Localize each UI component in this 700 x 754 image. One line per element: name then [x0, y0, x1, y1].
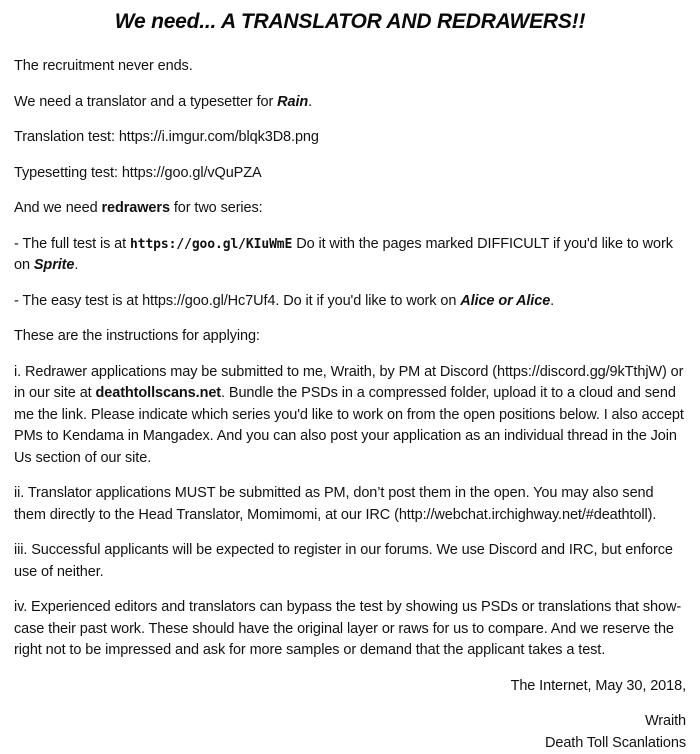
need-line-prefix: We need a translator and a typesetter for [14, 94, 277, 110]
instruction-i-site: deathtollscans.net [96, 385, 222, 401]
series-name-alice-or-alice: Alice or Alice [460, 293, 550, 309]
signature-date: The Internet, May 30, 2018, [14, 676, 686, 698]
redrawers-line-prefix: And we need [14, 200, 101, 216]
typesetting-test-line: Typesetting test: https://goo.gl/vQuPZA [14, 163, 686, 185]
redrawers-line-suffix: for two series: [170, 200, 263, 216]
easy-test-line [14, 291, 686, 313]
full-test-prefix: - The full test is at [14, 236, 130, 252]
instructions-heading: These are the instructions for applying: [14, 326, 686, 348]
series-name-rain: Rain [277, 94, 308, 110]
redrawers-bold-word: redrawers [101, 200, 169, 216]
instruction-iv: iv. Experienced editors and translators can bypass the test by showing us PSDs or translations that show-case their past work. These should have the original layer or raws for us to compare. And we reserve the right not to be impressed and ask for more samples or demand that the applicant takes a test. [14, 597, 686, 662]
signature-block [14, 711, 686, 754]
full-test-line [14, 234, 686, 277]
full-test-middle: Do it with the pages marked DIFFICULT if you'd like to work on [14, 236, 673, 274]
instruction-i-suffix: . Bundle the PSDs in a compressed folder, upload it to a cloud and send me the link. Please indicate which series you'd like to work on from the open positions below. I also accept PMs to Kendama in Mangadex. And you can also post your application as an individual thread in the Join Us section of our site. [14, 385, 684, 466]
instruction-ii: ii. Translator applications MUST be submitted as PM, don’t post them in the open. You may also send them directly to the Head Translator, Momimomi, at our IRC (http://webchat.irchighway.net/#deathtoll). [14, 483, 686, 526]
translation-test-line: Translation test: https://i.imgur.com/blqk3D8.png [14, 127, 686, 149]
series-name-sprite: Sprite [34, 257, 75, 273]
full-test-url: https://goo.gl/KIuWmE [130, 237, 292, 252]
instruction-iii: iii. Successful applicants will be expected to register in our forums. We use Discord and IRC, but enforce use of neither. [14, 540, 686, 583]
page-title: We need... A TRANSLATOR AND REDRAWERS!! [14, 8, 686, 36]
easy-test-prefix: - The easy test is at https://goo.gl/Hc7Uf4. Do it if you'd like to work on [14, 293, 460, 309]
instruction-i-prefix: i. Redrawer applications may be submitted to me, Wraith, by PM at Discord (https://discord.gg/9kTthjW) or in our site at [14, 364, 683, 402]
instruction-i [14, 362, 686, 470]
redrawers-line [14, 198, 686, 220]
need-line-suffix: . [308, 94, 312, 110]
signature-name: Wraith [14, 711, 686, 733]
signature-group: Death Toll Scanlations [14, 733, 686, 754]
full-test-suffix: . [74, 257, 78, 273]
easy-test-suffix: . [550, 293, 554, 309]
need-line [14, 92, 686, 114]
intro-line: The recruitment never ends. [14, 56, 686, 78]
